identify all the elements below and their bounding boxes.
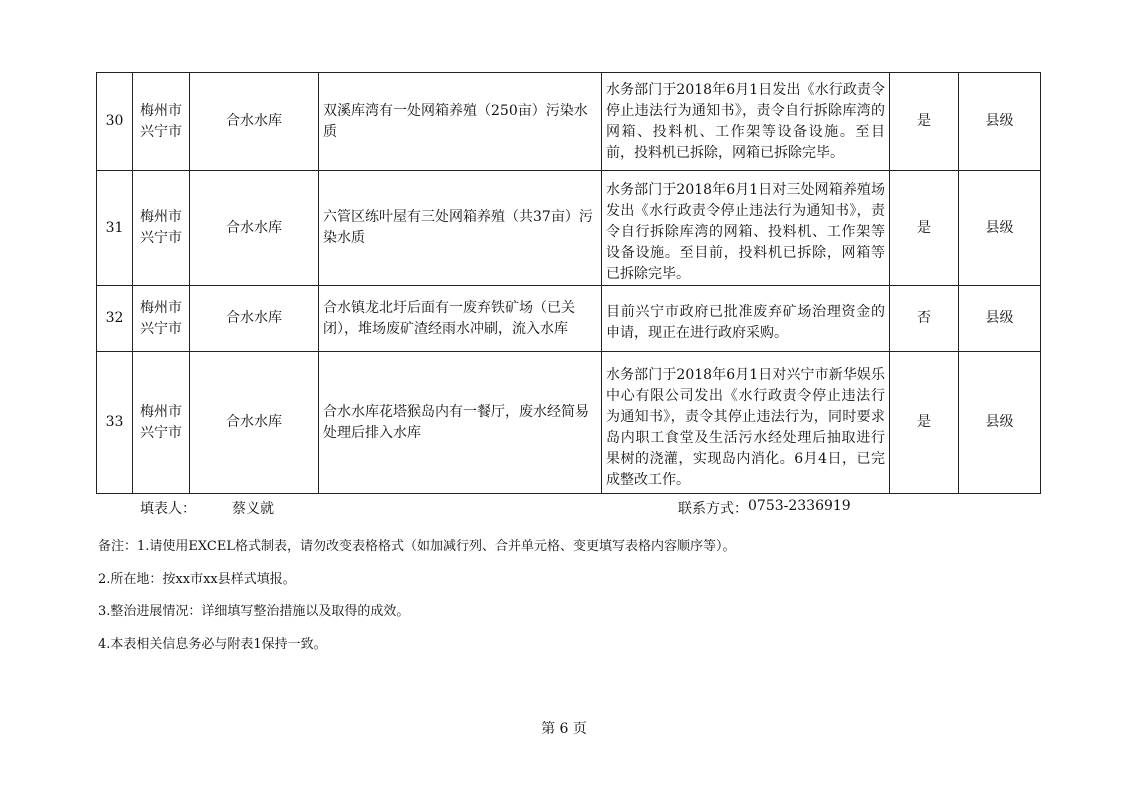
filler-name: 蔡义就 bbox=[232, 501, 274, 517]
contact-label: 联系方式： bbox=[678, 501, 748, 517]
note-3: 3.整治进展情况：详细填写整治措施以及取得的成效。 bbox=[98, 604, 410, 619]
row-level: 县级 bbox=[959, 171, 1041, 286]
row-level: 县级 bbox=[959, 352, 1041, 494]
row-completed: 是 bbox=[890, 352, 959, 494]
row-progress: 水务部门于2018年6月1日发出《水行政责令停止违法行为通知书》，责令自行拆除库湾的网箱、投料机、工作架等设备设施。至目前，投料机已拆除，网箱已拆除完毕。 bbox=[602, 73, 890, 171]
filler-label: 填表人： bbox=[140, 501, 196, 517]
row-location: 梅州市兴宁市 bbox=[133, 286, 190, 352]
row-number: 30 bbox=[97, 73, 133, 171]
row-reservoir: 合水水库 bbox=[190, 171, 319, 286]
row-completed: 否 bbox=[890, 286, 959, 352]
row-completed: 是 bbox=[890, 171, 959, 286]
note-4: 4.本表相关信息务必与附表1保持一致。 bbox=[98, 637, 327, 652]
row-problem: 双溪库湾有一处网箱养殖（250亩）污染水质 bbox=[319, 73, 602, 171]
row-progress: 水务部门于2018年6月1日对三处网箱养殖场发出《水行政责令停止违法行为通知书》，责令自行拆除库湾的网箱、投料机、工作架等设备设施。至目前，投料机已拆除，网箱等已拆除完毕。 bbox=[602, 171, 890, 286]
row-level: 县级 bbox=[959, 286, 1041, 352]
contact-value: 0753-2336919 bbox=[748, 498, 851, 514]
table-row bbox=[97, 352, 1041, 494]
rectification-table bbox=[96, 72, 1041, 494]
row-problem: 合水镇龙北圩后面有一废弃铁矿场（已关闭），堆场废矿渣经雨水冲刷，流入水库 bbox=[319, 286, 602, 352]
note-1: 备注：1.请使用EXCEL格式制表，请勿改变表格格式（如加减行列、合并单元格、变更填写表格内容顺序等）。 bbox=[98, 539, 736, 554]
table-row bbox=[97, 286, 1041, 352]
note-2: 2.所在地：按xx市xx县样式填报。 bbox=[98, 572, 296, 587]
row-number: 32 bbox=[97, 286, 133, 352]
page-number: 第 6 页 bbox=[541, 721, 587, 737]
table-row bbox=[97, 171, 1041, 286]
row-problem: 六管区练叶屋有三处网箱养殖（共37亩）污染水质 bbox=[319, 171, 602, 286]
row-location: 梅州市兴宁市 bbox=[133, 73, 190, 171]
row-progress: 水务部门于2018年6月1日对兴宁市新华娱乐中心有限公司发出《水行政责令停止违法行为通知书》，责令其停止违法行为，同时要求岛内职工食堂及生活污水经处理后抽取进行果树的浇灌，实现岛内消化。6月4日，已完成整改工作。 bbox=[602, 352, 890, 494]
row-location: 梅州市兴宁市 bbox=[133, 171, 190, 286]
row-reservoir: 合水水库 bbox=[190, 352, 319, 494]
row-progress: 目前兴宁市政府已批准废弃矿场治理资金的申请，现正在进行政府采购。 bbox=[602, 286, 890, 352]
row-number: 33 bbox=[97, 352, 133, 494]
row-reservoir: 合水水库 bbox=[190, 286, 319, 352]
row-number: 31 bbox=[97, 171, 133, 286]
row-completed: 是 bbox=[890, 73, 959, 171]
row-problem: 合水水库花塔猴岛内有一餐厅，废水经简易处理后排入水库 bbox=[319, 352, 602, 494]
table-row bbox=[97, 73, 1041, 171]
row-level: 县级 bbox=[959, 73, 1041, 171]
row-location: 梅州市兴宁市 bbox=[133, 352, 190, 494]
row-reservoir: 合水水库 bbox=[190, 73, 319, 171]
